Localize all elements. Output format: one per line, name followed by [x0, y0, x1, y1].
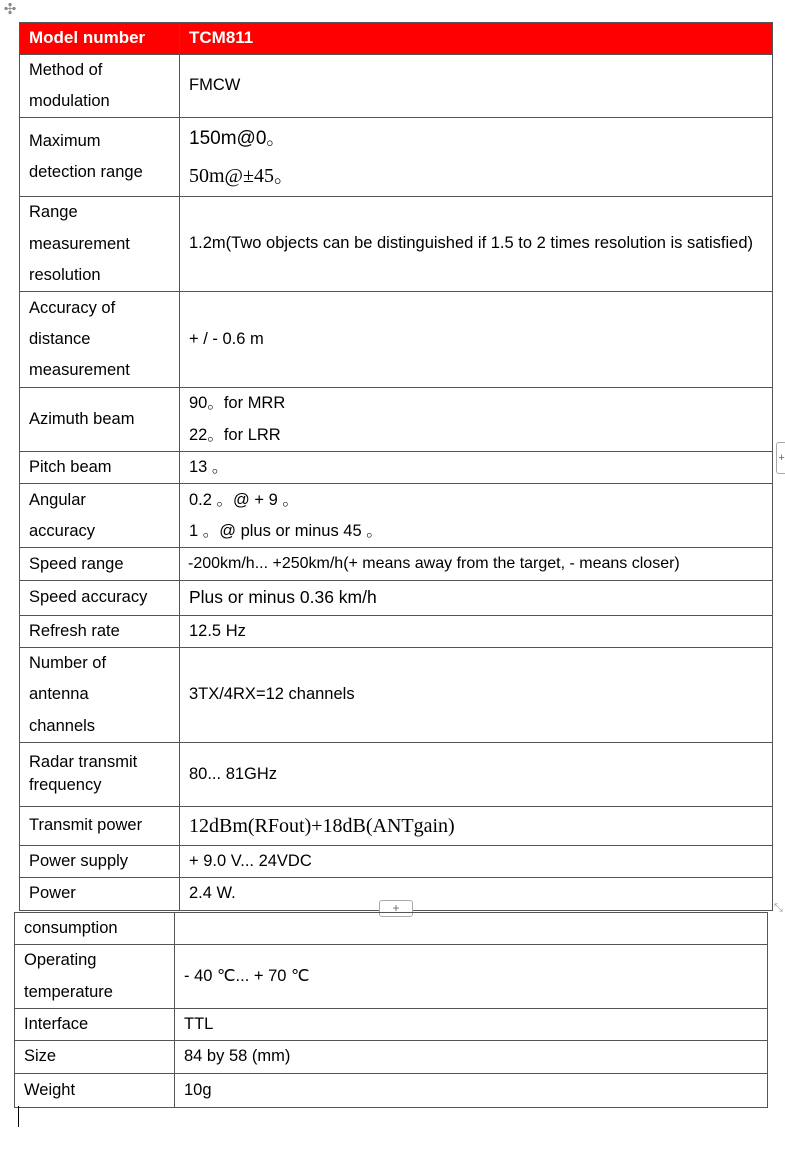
- row-label-cell[interactable]: [20, 197, 180, 292]
- row-label-cell[interactable]: Refresh rate: [20, 615, 180, 647]
- text-cursor: [18, 1106, 19, 1127]
- row-value-cell[interactable]: 12dBm(RFout)+18dB(ANTgain): [180, 806, 773, 845]
- label-line: measurement: [29, 361, 130, 380]
- label-line: antenna: [29, 685, 89, 704]
- table-row: [15, 913, 768, 945]
- table-row: [20, 806, 773, 845]
- row-label-cell[interactable]: [20, 54, 180, 118]
- row-label-cell[interactable]: Power: [20, 878, 180, 910]
- row-value-cell[interactable]: 10g: [175, 1073, 768, 1107]
- spec-table-part-2: [14, 912, 768, 1108]
- row-value-cell[interactable]: - 40 ℃... + 70 ℃: [175, 945, 768, 1009]
- table-row: [20, 197, 773, 292]
- row-label-cell[interactable]: Pitch beam: [20, 452, 180, 484]
- table-resize-handle-icon[interactable]: ⤡: [774, 902, 783, 914]
- label-line: Angular: [29, 490, 86, 509]
- table-row: [20, 452, 773, 484]
- table-row: [20, 548, 773, 581]
- row-value-cell[interactable]: [180, 388, 773, 452]
- table-row: [15, 1009, 768, 1041]
- table-header-row: [20, 23, 773, 55]
- header-label-cell[interactable]: Model number: [20, 23, 180, 55]
- row-label-cell[interactable]: [20, 484, 180, 548]
- label-line: resolution: [29, 265, 101, 284]
- row-value-cell[interactable]: -200km/h... +250km/h(+ means away from the target, - means closer): [180, 548, 773, 581]
- row-value-cell[interactable]: 12.5 Hz: [180, 615, 773, 647]
- row-value-cell[interactable]: [180, 484, 773, 548]
- label-line: modulation: [29, 91, 110, 110]
- row-value-cell[interactable]: + 9.0 V... 24VDC: [180, 845, 773, 877]
- table-row: [20, 292, 773, 388]
- row-label-cell[interactable]: [15, 945, 175, 1009]
- table-row: [20, 845, 773, 877]
- table-row: [15, 1041, 768, 1073]
- value-line: 1 。@ plus or minus 45 。: [189, 521, 383, 540]
- value-line: 22。for LRR: [189, 425, 281, 444]
- table-row: [20, 742, 773, 806]
- label-line: Maximum: [29, 131, 101, 150]
- label-line: Accuracy of: [29, 298, 116, 317]
- table-move-handle-icon[interactable]: ✣: [3, 1, 17, 18]
- row-label-cell[interactable]: Transmit power: [20, 806, 180, 845]
- row-value-cell[interactable]: TTL: [175, 1009, 768, 1041]
- table-row: [15, 945, 768, 1009]
- table-row: [20, 484, 773, 548]
- table-row: [15, 1073, 768, 1107]
- table-row: [20, 118, 773, 197]
- row-value-cell[interactable]: 2.4 W.: [180, 878, 773, 910]
- header-value-cell[interactable]: TCM811: [180, 23, 773, 55]
- table-row: [20, 615, 773, 647]
- label-line: detection range: [29, 163, 143, 182]
- row-label-cell[interactable]: Interface: [15, 1009, 175, 1041]
- row-label-cell[interactable]: Speed range: [20, 548, 180, 581]
- row-value-cell[interactable]: [175, 913, 768, 945]
- table-row: [20, 388, 773, 452]
- value-line: 90。for MRR: [189, 394, 286, 413]
- label-line: measurement: [29, 234, 130, 253]
- add-column-icon[interactable]: +: [776, 442, 785, 474]
- row-label-cell[interactable]: Size: [15, 1041, 175, 1073]
- row-label-cell[interactable]: [20, 742, 180, 806]
- table-row: [20, 581, 773, 615]
- label-line: channels: [29, 716, 96, 735]
- row-label-cell[interactable]: Speed accuracy: [20, 581, 180, 615]
- row-label-cell[interactable]: consumption: [15, 913, 175, 945]
- row-label-cell[interactable]: Power supply: [20, 845, 180, 877]
- row-value-cell[interactable]: 80... 81GHz: [180, 742, 773, 806]
- label-line: accuracy: [29, 521, 96, 540]
- label-line: Number of: [29, 653, 107, 672]
- value-line: 0.2 。@ + 9 。: [189, 490, 299, 509]
- row-label-cell[interactable]: [20, 647, 180, 742]
- row-label-cell[interactable]: Weight: [15, 1073, 175, 1107]
- row-label-cell[interactable]: [20, 118, 180, 197]
- spec-table-part-1: [19, 22, 773, 911]
- row-value-cell[interactable]: 84 by 58 (mm): [175, 1041, 768, 1073]
- label-line: Radar transmit: [29, 752, 138, 771]
- label-line: Method of: [29, 60, 103, 79]
- label-line: temperature: [24, 982, 113, 1001]
- row-value-cell[interactable]: 3TX/4RX=12 channels: [180, 647, 773, 742]
- row-label-cell[interactable]: [20, 292, 180, 388]
- row-value-cell[interactable]: FMCW: [180, 54, 773, 118]
- row-label-cell[interactable]: Azimuth beam: [20, 388, 180, 452]
- row-value-cell[interactable]: [180, 118, 773, 197]
- table-row: [20, 647, 773, 742]
- value-line: 50m@±45。: [189, 165, 294, 188]
- label-line: Operating: [24, 951, 97, 970]
- value-line: 150m@0。: [189, 128, 286, 150]
- label-line: distance: [29, 330, 91, 349]
- label-line: Range: [29, 203, 78, 222]
- label-line: frequency: [29, 776, 102, 795]
- row-value-cell[interactable]: 1.2m(Two objects can be distinguished if 1.5 to 2 times resolution is satisfied): [180, 197, 773, 292]
- add-row-icon[interactable]: +: [379, 900, 413, 917]
- table-row: [20, 54, 773, 118]
- row-value-cell[interactable]: + / - 0.6 m: [180, 292, 773, 388]
- row-value-cell[interactable]: 13 。: [180, 452, 773, 484]
- row-value-cell[interactable]: Plus or minus 0.36 km/h: [180, 581, 773, 615]
